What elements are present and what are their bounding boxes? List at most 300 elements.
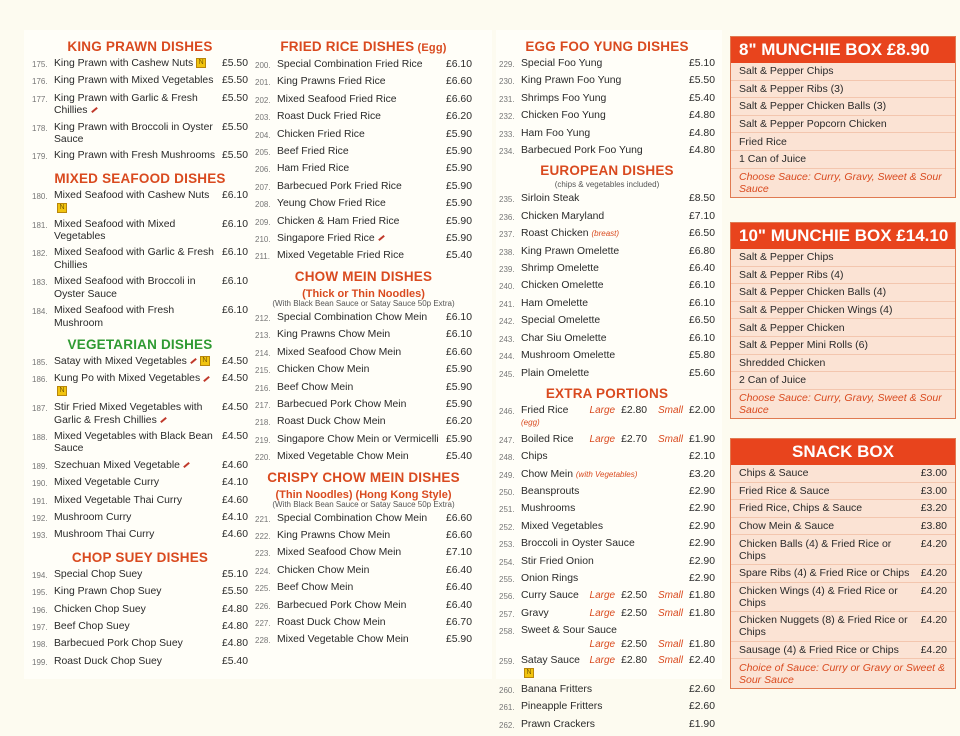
item-name: [521, 228, 689, 240]
item-price-text: £5.90: [445, 163, 472, 175]
item-number: 262.: [499, 720, 515, 730]
item-name: [521, 298, 689, 310]
item-name: [54, 58, 222, 70]
item-number: 220.: [255, 453, 271, 463]
item-price: [222, 638, 248, 650]
item-price: [446, 399, 472, 411]
item-name-text: Barbecued Pork Chow Mein: [277, 398, 407, 410]
item-name: [277, 312, 446, 324]
item-number: 202.: [255, 95, 271, 105]
item-name: [277, 547, 446, 559]
menu-item: [32, 276, 248, 301]
item-price: [222, 122, 248, 134]
item-number: 212.: [255, 313, 271, 323]
item-name-text: Barbecued Pork Foo Yung: [521, 145, 643, 157]
item-price: [689, 368, 715, 380]
item-price: [222, 373, 248, 385]
column-3: [499, 38, 715, 736]
item-price: [689, 246, 715, 258]
menu-item: [32, 356, 248, 369]
item-number: 194.: [32, 570, 48, 580]
item-number: 207.: [255, 182, 271, 192]
item-name-text: Mixed Vegetable Fried Rice: [277, 250, 405, 262]
item-name-text: Mixed Vegetable Chow Mein: [277, 451, 409, 463]
item-name-text: Roast Duck Chow Mein: [277, 416, 386, 428]
item-name: [521, 684, 689, 696]
item-number: 210.: [255, 235, 271, 245]
item-name-text: Kung Po with Mixed Vegetables: [54, 373, 201, 385]
item-number: 248.: [499, 453, 515, 463]
small-label: Small: [657, 433, 683, 445]
box-item-price: £4.20: [920, 644, 947, 657]
item-price-text: £5.40: [445, 250, 472, 262]
item-price: [222, 529, 248, 541]
menu-item: [32, 75, 248, 88]
section-subtitle: (Thin Noodles) (Hong Kong Style): [275, 488, 452, 501]
item-number: 191.: [32, 496, 48, 506]
item-name-text: Roast Duck Fried Rice: [277, 111, 381, 123]
small-price: £2.40: [688, 655, 715, 666]
item-name: [521, 625, 715, 637]
item-number: 186.: [32, 375, 48, 385]
munchie-box-10-title: 10" MUNCHIE BOX £14.10: [731, 223, 955, 249]
item-price-text: £5.60: [688, 367, 715, 379]
section-note: (chips & vegetables included): [554, 180, 660, 190]
large-label: Large: [589, 655, 616, 666]
item-name: [277, 216, 446, 228]
item-name-text: Barbecued Pork Chow Mein: [277, 599, 407, 611]
box-item: Salt & Pepper Mini Rolls (6): [731, 337, 955, 355]
box-item: [731, 612, 955, 642]
item-price: [446, 94, 472, 106]
item-price-text: £2.10: [688, 451, 715, 463]
item-price-text: £5.90: [445, 180, 472, 192]
small-label: Small: [657, 638, 683, 650]
menu-item: [499, 655, 715, 680]
menu-item: [255, 382, 472, 395]
box-item-name: Chicken Nuggets (8) & Fried Rice or Chips: [739, 614, 908, 639]
box-item: [731, 565, 955, 583]
menu-item: [255, 163, 472, 176]
item-number: 258.: [499, 627, 515, 637]
item-price: [689, 75, 715, 87]
item-price-text: £5.40: [221, 655, 248, 667]
item-price-text: £2.60: [688, 683, 715, 695]
item-price: [222, 569, 248, 581]
menu-item: [499, 211, 715, 224]
item-price: [446, 198, 472, 210]
item-price-text: £7.10: [688, 210, 715, 222]
item-name-text: Sweet & Sour Sauce: [521, 625, 617, 637]
item-price: [446, 547, 472, 559]
item-name: [521, 263, 689, 275]
item-number: 255.: [499, 574, 515, 584]
item-name-text: Mixed Vegetable Chow Mein: [277, 634, 409, 646]
item-price: [446, 451, 472, 463]
item-name-text: Roast Duck Chow Mein: [277, 616, 386, 628]
menu-item: [32, 477, 248, 490]
item-price-text: £6.10: [445, 329, 472, 341]
item-name-text: Yeung Chow Fried Rice: [277, 198, 386, 210]
column-1: [32, 38, 248, 673]
item-number: 223.: [255, 549, 271, 559]
item-name-text: Mixed Seafood with Mixed Vegetables: [54, 218, 176, 243]
menu-item: [499, 368, 715, 381]
item-name: [277, 329, 446, 341]
item-price-text: £5.90: [445, 146, 472, 158]
item-number: 235.: [499, 195, 515, 205]
item-price-text: £6.70: [445, 616, 472, 628]
section-heading: [32, 336, 248, 354]
item-name: [521, 333, 689, 345]
item-tag: (with Vegetables): [575, 469, 638, 479]
item-name: [277, 76, 446, 88]
item-price-text: £6.50: [688, 228, 715, 240]
item-name: [521, 538, 689, 550]
item-name-text: King Prawns Chow Mein: [277, 329, 391, 341]
menu-item: [255, 416, 472, 429]
menu-item: [32, 247, 248, 272]
item-name-text: Beansprouts: [521, 485, 580, 497]
item-number: 252.: [499, 522, 515, 532]
item-name-text: Char Siu Omelette: [521, 332, 607, 344]
item-name-text: King Prawn with Mixed Vegetables: [54, 75, 214, 87]
item-name: [54, 305, 222, 330]
item-number: 222.: [255, 531, 271, 541]
item-price: [689, 573, 715, 585]
item-number: 244.: [499, 352, 515, 362]
item-name-text: Beef Fried Rice: [277, 146, 349, 158]
box-item-name: Sausage (4) & Fried Rice or Chips: [739, 644, 899, 657]
item-number: 216.: [255, 383, 271, 393]
item-number: 183.: [32, 278, 48, 288]
item-price: [446, 129, 472, 141]
item-price: [446, 617, 472, 629]
chili-icon: [190, 358, 197, 364]
item-name-text: Roast Duck Chop Suey: [54, 655, 163, 667]
item-price-text: £5.90: [445, 198, 472, 210]
chili-icon: [378, 235, 385, 241]
item-price: [222, 604, 248, 616]
item-number: 226.: [255, 601, 271, 611]
box-item-name: Chicken Wings (4) & Fried Rice or Chips: [739, 584, 898, 609]
item-number: 236.: [499, 212, 515, 222]
item-price-text: £4.80: [221, 603, 248, 615]
item-price-text: £5.50: [688, 75, 715, 87]
item-tag: (breast): [591, 229, 620, 239]
section-title: KING PRAWN DISHES: [67, 39, 213, 54]
item-number: 209.: [255, 217, 271, 227]
menu-item: [499, 110, 715, 123]
item-name: [277, 347, 446, 359]
menu-item: [32, 373, 248, 398]
item-name-text: Mushroom Thai Curry: [54, 529, 155, 541]
box-item-price: £3.00: [920, 484, 947, 497]
item-number: 215.: [255, 366, 271, 376]
item-name: [277, 416, 446, 428]
menu-item: [499, 193, 715, 206]
item-name-text: King Prawn with Fresh Mushrooms: [54, 150, 216, 162]
item-name: [521, 93, 689, 105]
item-name: [277, 530, 446, 542]
item-number: 188.: [32, 432, 48, 442]
item-price-text: £6.10: [688, 280, 715, 292]
section-title-tag: (Egg): [414, 42, 447, 54]
item-price-text: £6.60: [445, 512, 472, 524]
item-price-text: £4.80: [688, 145, 715, 157]
item-number: 225.: [255, 584, 271, 594]
item-price: [689, 110, 715, 122]
item-number: 241.: [499, 299, 515, 309]
item-name: [521, 211, 689, 223]
box-item-name: Chips & Sauce: [739, 467, 809, 480]
section-heading: [499, 385, 715, 403]
menu-item: [499, 486, 715, 499]
item-price: [222, 150, 248, 162]
box-item: Shredded Chicken: [731, 355, 955, 373]
chili-icon: [203, 376, 210, 382]
box-item: [731, 483, 955, 501]
item-name-text: Beef Chow Mein: [277, 381, 354, 393]
item-price-text: £6.10: [445, 311, 472, 323]
item-name: [54, 621, 222, 633]
item-name-text: Shrimp Omelette: [521, 263, 599, 275]
nut-allergy-icon: N: [57, 203, 67, 213]
item-price: [446, 347, 472, 359]
snack-box-title: SNACK BOX: [731, 439, 955, 465]
item-name: [54, 604, 222, 616]
item-price: [689, 193, 715, 205]
item-price: [689, 228, 715, 240]
large-label: Large: [589, 404, 616, 416]
item-price: [446, 146, 472, 158]
item-price-text: £2.90: [688, 485, 715, 497]
item-price: [446, 181, 472, 193]
menu-item: [255, 94, 472, 107]
item-name-text: Mixed Seafood with Fresh Mushroom: [54, 305, 175, 329]
menu-item: [255, 129, 472, 142]
box-item-price: £4.20: [920, 614, 947, 627]
item-name: [54, 75, 222, 87]
menu-item: [499, 228, 715, 241]
munchie-box-8-title: 8" MUNCHIE BOX £8.90: [731, 37, 955, 63]
item-number: 240.: [499, 282, 515, 292]
item-price-text: £6.10: [688, 297, 715, 309]
item-number: 177.: [32, 94, 48, 104]
item-price-text: £4.10: [221, 511, 248, 523]
item-number: 259.: [499, 657, 515, 666]
menu-item: [499, 350, 715, 363]
item-name: [521, 701, 689, 713]
item-price: [222, 477, 248, 489]
item-price: [222, 431, 248, 443]
item-price: [446, 76, 472, 88]
item-price-text: £2.90: [688, 572, 715, 584]
item-name-text: King Prawn Chop Suey: [54, 586, 162, 598]
menu-item: [255, 111, 472, 124]
nut-allergy-icon: N: [196, 58, 206, 68]
item-price: [222, 190, 248, 202]
menu-item: [255, 181, 472, 194]
large-price: £2.80: [621, 404, 648, 416]
chili-icon: [183, 462, 190, 468]
item-name-text: Banana Fritters: [521, 683, 593, 695]
box-item: Salt & Pepper Ribs (3): [731, 81, 955, 99]
item-name-text: Special Chop Suey: [54, 568, 143, 580]
box-item: Salt & Pepper Chips: [731, 249, 955, 267]
extra-portions-section: [499, 385, 715, 732]
item-name-text: Broccoli in Oyster Sauce: [521, 538, 635, 550]
menu-item: [255, 216, 472, 229]
item-number: 239.: [499, 265, 515, 275]
menu-item: [499, 719, 715, 732]
item-price: [689, 556, 715, 568]
king-prawn-section: [32, 38, 248, 164]
section-heading: [499, 38, 715, 56]
item-name-text: Beef Chow Mein: [277, 582, 354, 594]
item-name: [54, 477, 222, 489]
item-name: [277, 181, 446, 193]
item-name-text: Prawn Crackers: [521, 718, 595, 730]
item-price-text: £5.50: [221, 75, 248, 87]
item-name: [277, 233, 446, 245]
item-number: 260.: [499, 685, 515, 695]
section-title: VEGETARIAN DISHES: [67, 336, 213, 352]
item-price-text: £6.40: [445, 599, 472, 611]
menu-item: [255, 347, 472, 360]
large-label: Large: [589, 638, 616, 650]
item-name: [521, 246, 689, 258]
item-name-text: Boiled Rice: [521, 433, 574, 445]
menu-item: [499, 538, 715, 551]
item-price-text: £6.10: [688, 332, 715, 344]
menu-item: [499, 556, 715, 569]
item-price-text: £4.60: [221, 494, 248, 506]
item-number: 190.: [32, 479, 48, 489]
menu-item: [499, 128, 715, 141]
item-price: [446, 59, 472, 71]
item-number: 181.: [32, 220, 48, 230]
item-number: 221.: [255, 514, 271, 524]
menu-item: [32, 219, 248, 244]
item-name: [521, 315, 689, 327]
item-name-text: Mixed Vegetable Curry: [54, 477, 160, 489]
item-name: [521, 405, 590, 430]
item-name: [54, 122, 222, 147]
box-item-price: £3.00: [920, 467, 947, 480]
item-price: [689, 684, 715, 696]
item-name-text: Chicken Omelette: [521, 280, 604, 292]
item-name-text: Mixed Vegetables: [521, 520, 604, 532]
item-price-text: £6.20: [445, 416, 472, 428]
item-price: [689, 503, 715, 515]
item-number: 253.: [499, 540, 515, 550]
item-number: 185.: [32, 357, 48, 367]
item-name-text: King Prawns Chow Mein: [277, 529, 391, 541]
item-name: [277, 129, 446, 141]
item-number: 192.: [32, 513, 48, 523]
item-price: [689, 538, 715, 550]
menu-item: [32, 58, 248, 71]
item-name: [521, 368, 689, 380]
item-price: [590, 405, 715, 417]
large-label: Large: [589, 607, 616, 619]
item-price: [222, 75, 248, 87]
item-price: [222, 460, 248, 472]
menu-item: [32, 621, 248, 634]
munchie-box-10: [730, 222, 956, 419]
small-label: Small: [657, 404, 683, 416]
menu-item: [499, 405, 715, 430]
item-price-text: £6.10: [221, 276, 248, 288]
item-number: 198.: [32, 640, 48, 650]
item-price-text: £5.80: [688, 350, 715, 362]
item-price-text: £3.20: [688, 468, 715, 480]
item-name-text: King Prawn Foo Yung: [521, 75, 622, 87]
section-title: EUROPEAN DISHES: [540, 163, 674, 179]
box-item-price: £4.20: [920, 537, 947, 550]
box-item: [731, 583, 955, 613]
item-name: [521, 521, 689, 533]
item-name-text: Singapore Fried Rice: [277, 233, 375, 245]
item-name: [54, 460, 222, 472]
item-number: 242.: [499, 317, 515, 327]
item-price-text: £6.10: [221, 247, 248, 259]
column-2: [255, 38, 472, 652]
item-name-text: Singapore Chow Mein or Vermicelli: [277, 433, 439, 445]
menu-item: [32, 93, 248, 118]
item-price: [446, 565, 472, 577]
item-name: [54, 373, 222, 398]
item-price-text: £8.50: [688, 193, 715, 205]
item-name-text: Gravy: [521, 607, 549, 619]
item-price: [446, 329, 472, 341]
item-name-text: Shrimps Foo Yung: [521, 92, 607, 104]
box-item: Salt & Pepper Chips: [731, 63, 955, 81]
menu-item: [255, 233, 472, 246]
item-name-text: Onion Rings: [521, 572, 579, 584]
item-name: [521, 486, 689, 498]
section-heading: [32, 549, 248, 567]
box-sauce-note: Choose Sauce: Curry, Gravy, Sweet & Sour Sauce: [739, 170, 942, 195]
box-item: [731, 465, 955, 483]
item-price-text: £4.80: [688, 127, 715, 139]
menu-item: [255, 513, 472, 526]
item-name-text: Barbecued Pork Chop Suey: [54, 638, 183, 650]
item-price: [590, 590, 715, 602]
item-name: [54, 431, 222, 456]
item-name-text: Satay with Mixed Vegetables: [54, 355, 187, 367]
item-price: [222, 305, 248, 317]
item-name-text: Chicken Chow Mein: [277, 364, 370, 376]
large-price: £2.80: [621, 655, 648, 666]
section-heading: [255, 268, 472, 286]
item-name-text: Special Combination Chow Mein: [277, 512, 428, 524]
small-price: £1.80: [688, 638, 715, 650]
item-number: 218.: [255, 418, 271, 428]
item-name-text: Fried Rice: [521, 404, 569, 416]
item-price: [446, 416, 472, 428]
menu-item: [32, 495, 248, 508]
item-name-text: Barbecued Pork Fried Rice: [277, 180, 402, 192]
item-name: [277, 513, 446, 525]
item-price-text: £5.50: [221, 92, 248, 104]
chow-mein-section: [255, 268, 472, 465]
large-price: £2.50: [621, 638, 648, 650]
item-price-text: £6.40: [688, 263, 715, 275]
item-price: [689, 128, 715, 140]
item-price: [222, 621, 248, 633]
